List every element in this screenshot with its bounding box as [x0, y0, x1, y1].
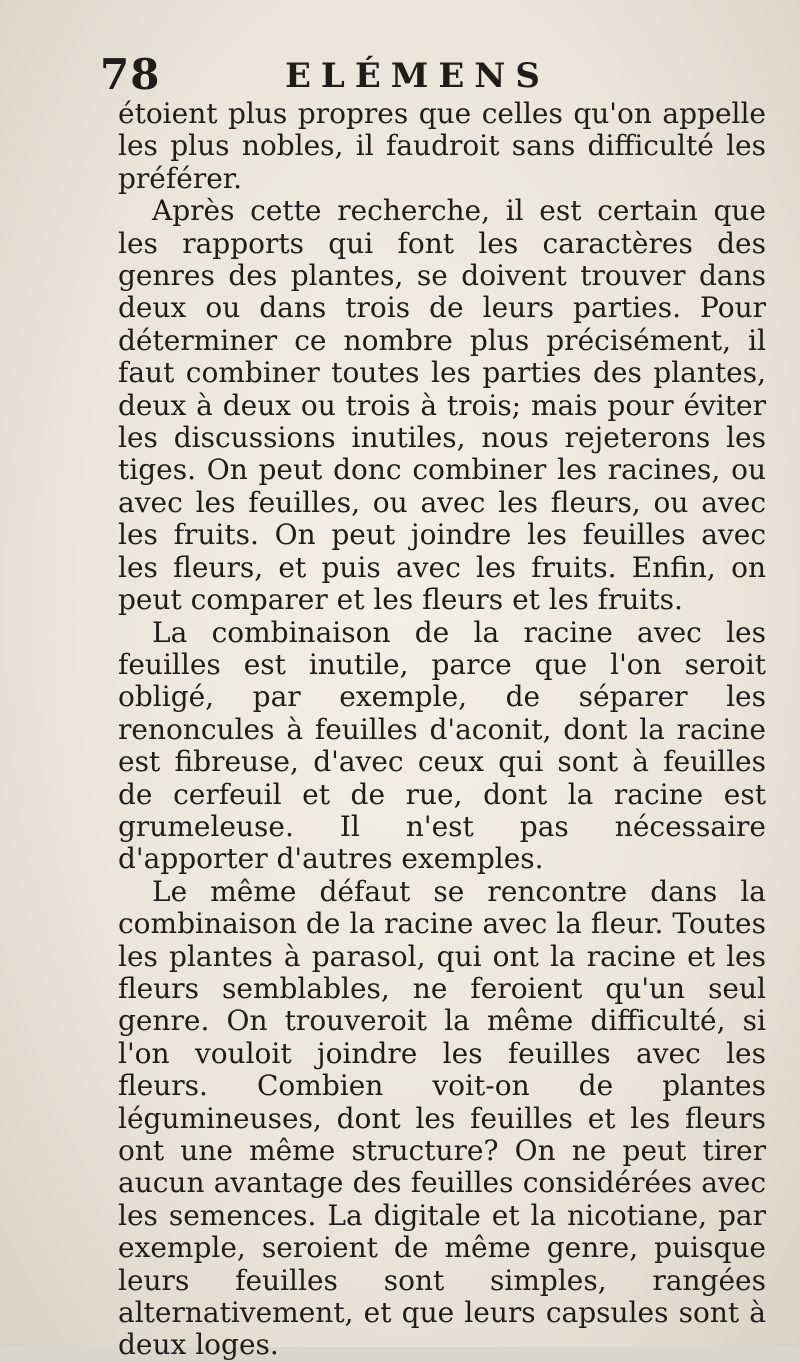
paragraph-root-flower-combination: Le même défaut se rencontre dans la combinaison de la racine avec la fleur. Toutes les plantes à parasol, qui ont la racine et les fleurs semblables, ne feroient qu'un seul genre. On trouveroit la même difficulté, si l'on vouloit joindre les feuilles avec les fleurs. Combien voit-on de plantes légumineuses, dont les feuilles et les fleurs ont une même structure? On ne peut tirer aucun avantage des feuilles considérées avec les semences. La digitale et la nicotiane, par exemple, seroient de même genre, puisque leurs feuilles sont simples, rangées alternativement, et que leurs capsules sont à deux loges.: [118, 874, 766, 1362]
paragraph-root-leaf-combination: La combinaison de la racine avec les feuilles est inutile, parce que l'on seroit obligé, par exemple, de séparer les renoncules à feuilles d'aconit, dont la racine est fibreuse, d'avec ceux qui sont à feuilles de cerfeuil et de rue, dont la racine est grumeleuse. Il n'est pas nécessaire d'apporter d'autres exemples.: [118, 615, 766, 876]
running-title: ELÉMENS: [285, 56, 550, 96]
page-number: 78: [100, 50, 161, 99]
body-text: [118, 98, 766, 1362]
paragraph-research: Après cette recherche, il est certain que les rapports qui font les caractères des genres des plantes, se doivent trouver dans deux ou dans trois de leurs parties. Pour déterminer ce nombre plus précisément, il faut combiner toutes les parties des plantes, deux à deux ou trois à trois; mais pour éviter les discussions inutiles, nous rejeterons les tiges. On peut donc combiner les racines, ou avec les feuilles, ou avec les fleurs, ou avec les fruits. On peut joindre les feuilles avec les fleurs, et puis avec les fruits. Enfin, on peut comparer et les fleurs et les fruits.: [118, 194, 766, 617]
page-header: [100, 50, 760, 100]
paragraph-continuation: étoient plus propres que celles qu'on appelle les plus nobles, il faudroit sans difficulté les préférer.: [118, 97, 766, 195]
